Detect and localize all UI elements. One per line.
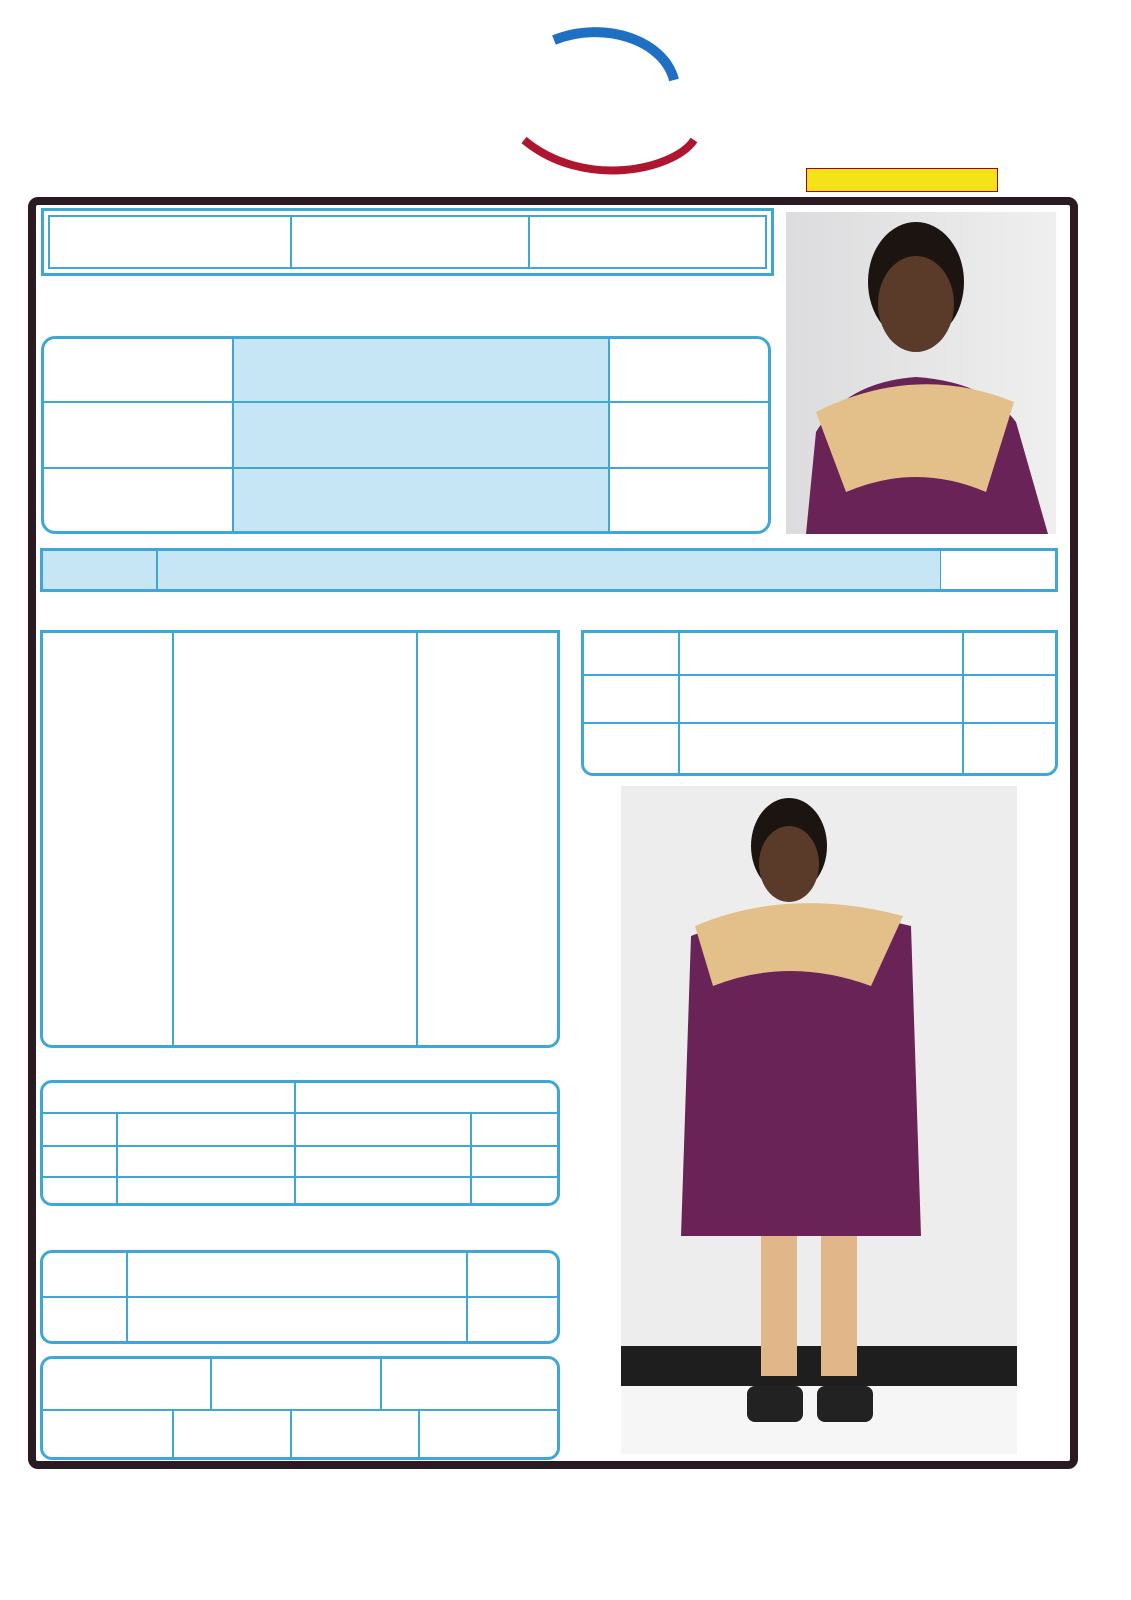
- skills-table: [40, 1356, 560, 1460]
- portrait-photo: [786, 212, 1056, 534]
- fullname-bar: [40, 548, 1058, 592]
- logo: [494, 20, 724, 175]
- languages-table: [40, 1080, 560, 1206]
- full-body-photo: [621, 786, 1017, 1454]
- details-table: [40, 630, 560, 1048]
- top-id-bar: [41, 208, 774, 276]
- new-arrival-badge: [806, 168, 998, 192]
- passport-table: [581, 630, 1058, 776]
